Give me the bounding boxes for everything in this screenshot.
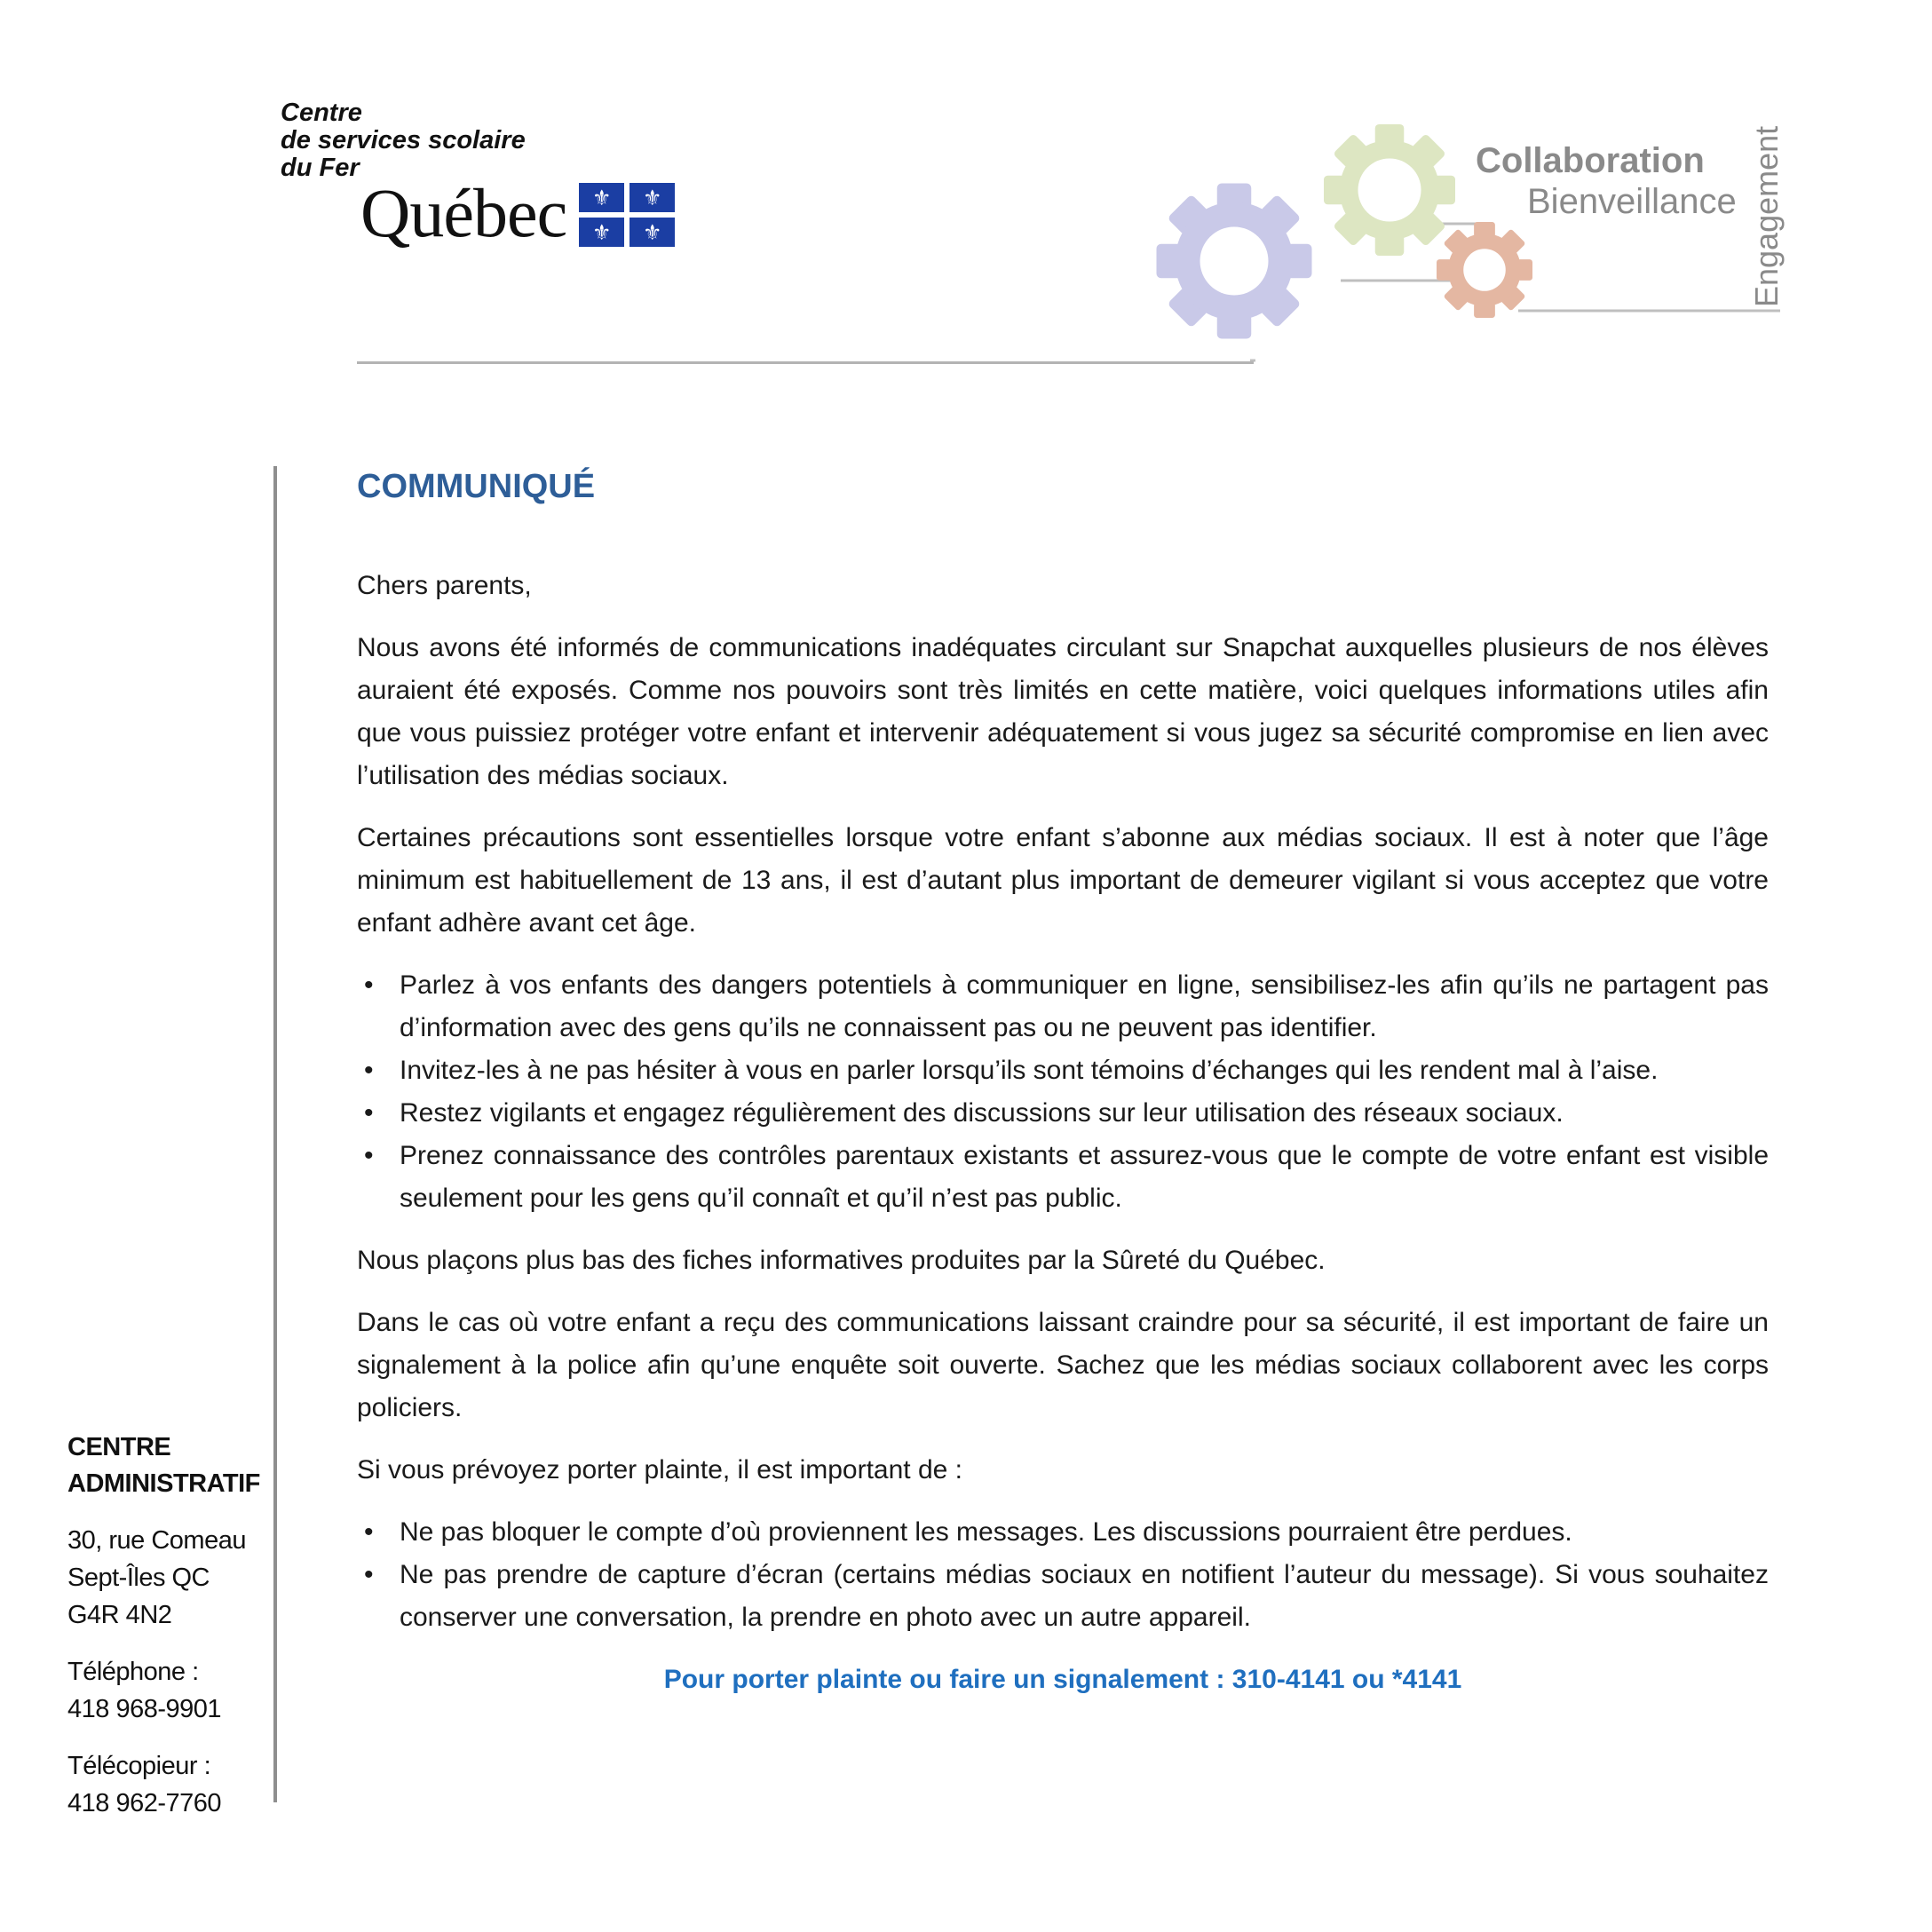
values-gears-graphic xyxy=(1145,110,1802,376)
fleur-de-lis-icon: ⚜ xyxy=(629,218,675,247)
bullet-icon: • xyxy=(364,1141,374,1170)
org-name-line-2: de services scolaire xyxy=(281,126,526,154)
list-item xyxy=(357,1049,1769,1092)
header-divider xyxy=(357,361,1254,364)
list-item xyxy=(357,964,1769,1049)
sidebar-divider xyxy=(273,466,277,1802)
greeting: Chers parents, xyxy=(357,571,532,600)
list-item-text: Prenez connaissance des contrôles parentaux existants et assurez-vous que le compte de votre enfant est visible seulement pour les gens qu’il connaît et qu’il n’est pas public. xyxy=(400,1141,1769,1213)
phone-number: 418 968-9901 xyxy=(67,1695,221,1723)
address-city: Sept-Îles QC xyxy=(67,1564,210,1592)
value-engagement: Engagement xyxy=(1748,125,1785,307)
precautions-list xyxy=(357,964,1769,1220)
list-item-text: Ne pas prendre de capture d’écran (certains médias sociaux en notifient l’auteur du message). Si vous souhaitez conserver une conversation, la prendre en photo avec un autre appareil. xyxy=(400,1560,1769,1632)
bullet-icon: • xyxy=(364,970,374,1000)
fleur-de-lis-icon: ⚜ xyxy=(579,218,624,247)
org-name-line-3: du Fer xyxy=(281,154,360,182)
fleur-de-lis-icon: ⚜ xyxy=(629,183,675,212)
paragraph-precautions: Certaines précautions sont essentielles lorsque votre enfant s’abonne aux médias sociaux. Il est à noter que l’âge minimum est habituellement de 13 ans, il est d’autant plus important de demeurer vigilant si vous acceptez que votre enfant adhère avant cet âge. xyxy=(357,823,1769,938)
value-collaboration: Collaboration xyxy=(1476,141,1705,180)
paragraph-plainte: Si vous prévoyez porter plainte, il est important de : xyxy=(357,1455,963,1485)
org-name-line-1: Centre xyxy=(281,99,362,127)
list-item-text: Invitez-les à ne pas hésiter à vous en parler lorsqu’ils sont témoins d’échanges qui les rendent mal à l’aise. xyxy=(400,1056,1659,1085)
communique-body xyxy=(357,462,1769,1701)
complaint-list xyxy=(357,1511,1769,1639)
sidebar-heading-line-1: CENTRE xyxy=(67,1433,171,1461)
quebec-flag-icon xyxy=(579,183,675,247)
gear-purple-icon xyxy=(1157,184,1312,339)
list-item xyxy=(357,1135,1769,1220)
list-item xyxy=(357,1511,1769,1554)
paragraph-fiches: Nous plaçons plus bas des fiches informatives produites par la Sûreté du Québec. xyxy=(357,1246,1326,1275)
list-item xyxy=(357,1554,1769,1639)
address-street: 30, rue Comeau xyxy=(67,1526,246,1555)
list-item-text: Parlez à vos enfants des dangers potentiels à communiquer en ligne, sensibilisez-les afin qu’ils ne partagent pas d’information avec des gens qu’ils ne connaissent pas ou ne peuvent pas identifier. xyxy=(400,970,1769,1042)
list-item-text: Restez vigilants et engagez régulièrement des discussions sur leur utilisation des réseaux sociaux. xyxy=(400,1098,1564,1128)
fax-number: 418 962-7760 xyxy=(67,1789,221,1817)
sidebar-heading-line-2: ADMINISTRATIF xyxy=(67,1469,260,1498)
address-postal-code: G4R 4N2 xyxy=(67,1601,172,1629)
bullet-icon: • xyxy=(364,1098,374,1128)
organization-name xyxy=(281,99,742,182)
quebec-logo xyxy=(360,174,675,252)
paragraph-signalement: Dans le cas où votre enfant a reçu des communications laissant craindre pour sa sécurité, il est important de faire un signalement à la police afin qu’une enquête soit ouverte. Sachez que les médias sociaux collaborent avec les corps policiers. xyxy=(357,1308,1769,1422)
bullet-icon: • xyxy=(364,1560,374,1589)
list-item-text: Ne pas bloquer le compte d’où proviennent les messages. Les discussions pourraient être perdues. xyxy=(400,1517,1572,1547)
paragraph-intro: Nous avons été informés de communications inadéquates circulant sur Snapchat auxquelles plusieurs de nos élèves auraient été exposés. Comme nos pouvoirs sont très limités en cette matière, voici quelques informations utiles afin que vous puissiez protéger votre enfant et intervenir adéquatement si vous jugez sa sécurité compromise en lien avec l’utilisation des médias sociaux. xyxy=(357,633,1769,790)
value-bienveillance: Bienveillance xyxy=(1527,182,1737,221)
gear-orange-icon xyxy=(1437,222,1532,318)
gear-green-icon xyxy=(1324,124,1455,256)
bullet-icon: • xyxy=(364,1056,374,1085)
bullet-icon: • xyxy=(364,1517,374,1547)
call-to-action: Pour porter plainte ou faire un signalement : 310-4141 ou *4141 xyxy=(663,1665,1462,1694)
page-title: COMMUNIQUÉ xyxy=(357,468,596,505)
fleur-de-lis-icon: ⚜ xyxy=(579,183,624,212)
fax-label: Télécopieur : xyxy=(67,1752,211,1780)
quebec-wordmark: Québec xyxy=(360,174,567,251)
phone-label: Téléphone : xyxy=(67,1658,199,1686)
list-item xyxy=(357,1092,1769,1135)
sidebar-address xyxy=(67,1429,263,1822)
